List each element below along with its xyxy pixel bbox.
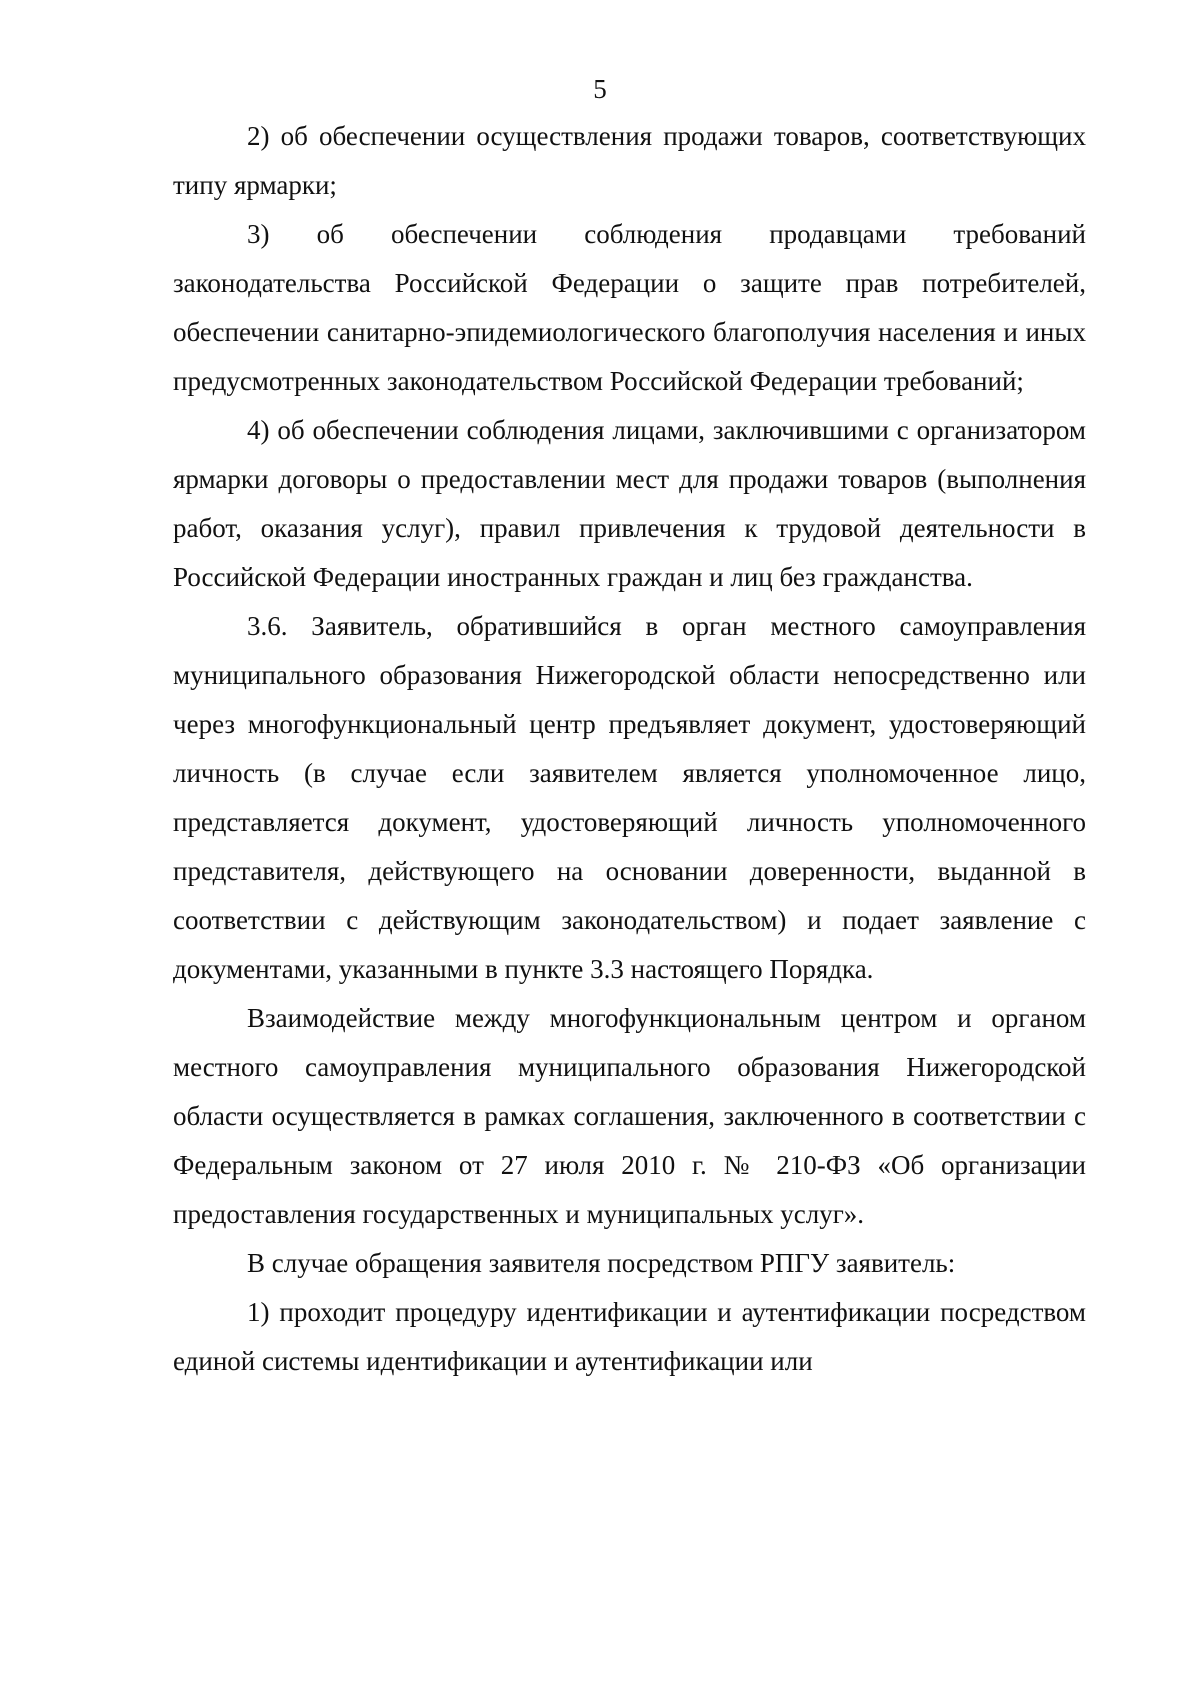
paragraph-section-3-6: 3.6. Заявитель, обратившийся в орган местного самоуправления муниципального образования Нижегородской области непосредственно или через многофункциональный центр предъявляет документ, удостоверяющий личность (в случае если заявителем является уполномоченное лицо, представляется документ, удостоверяющий личность уполномоченного представителя, действующего на основании доверенности, выданной в соответствии с действующим законодательством) и подает заявление с документами, указанными в пункте 3.3 настоящего Порядка. (173, 611, 1086, 984)
paragraph-interaction: Взаимодействие между многофункциональным центром и органом местного самоуправления муниципального образования Нижегородской области осуществляется в рамках соглашения, заключенного в соответствии с Федеральным законом от 27 июля 2010 г. № 210-ФЗ «Об организации предоставления государственных и муниципальных услуг». (173, 1003, 1086, 1229)
paragraph-item-3: 3) об обеспечении соблюдения продавцами требований законодательства Российской Федерации о защите прав потребителей, обеспечении санитарно-эпидемиологического благополучия населения и иных предусмотренных законодательством Российской Федерации требований; (173, 219, 1086, 396)
document-body (173, 112, 1086, 1386)
page-number: 5 (593, 74, 607, 104)
paragraph-rpgu: В случае обращения заявителя посредством РПГУ заявитель: (247, 1248, 956, 1278)
paragraph-rpgu-item-1: 1) проходит процедуру идентификации и аутентификации посредством единой системы идентификации и аутентификации или (173, 1297, 1086, 1376)
paragraph-item-4: 4) об обеспечении соблюдения лицами, заключившими с организатором ярмарки договоры о предоставлении мест для продажи товаров (выполнения работ, оказания услуг), правил привлечения к трудовой деятельности в Российской Федерации иностранных граждан и лиц без гражданства. (173, 415, 1086, 592)
paragraph-item-2: 2) об обеспечении осуществления продажи товаров, соответствующих типу ярмарки; (173, 121, 1086, 200)
